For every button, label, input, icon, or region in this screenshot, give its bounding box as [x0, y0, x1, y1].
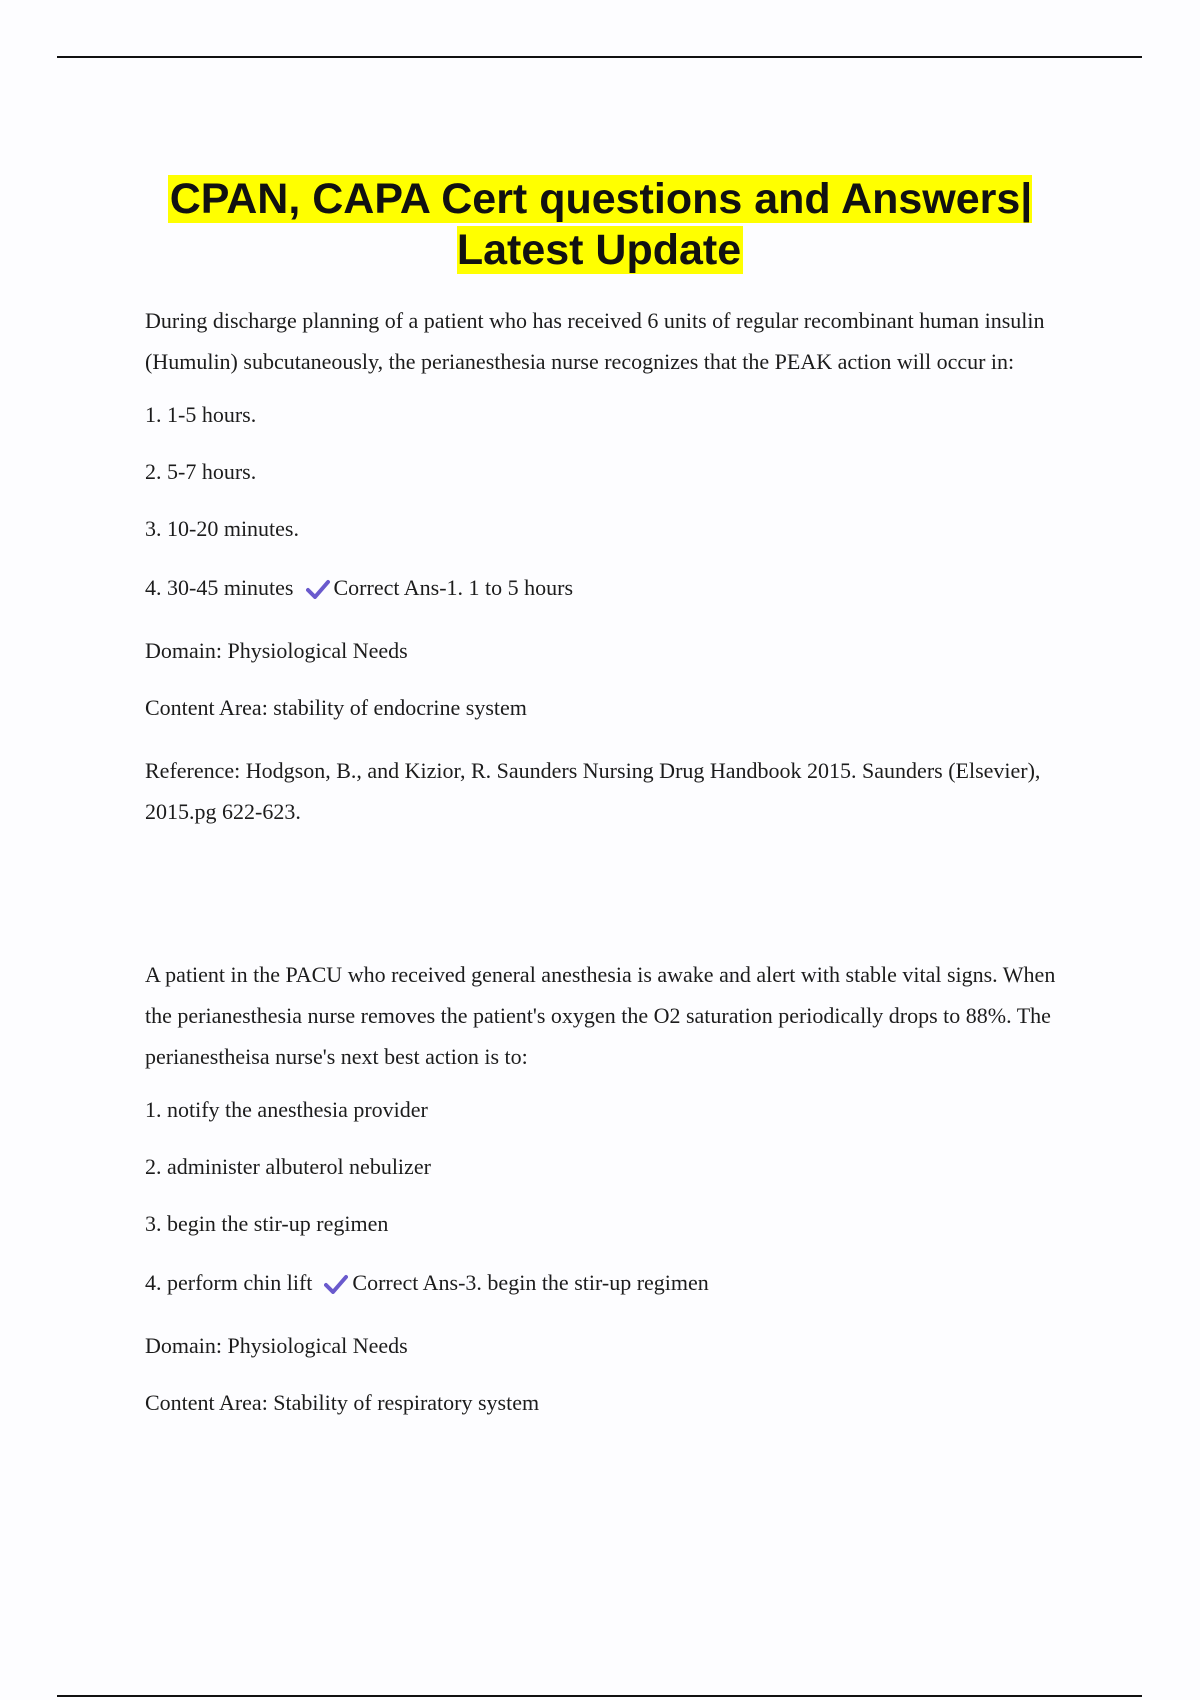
option-2: 2. 5-7 hours. [145, 459, 257, 484]
reference: Reference: Hodgson, B., and Kizior, R. Saunders Nursing Drug Handbook 2015. Saunders (Elsevier), 2015.pg 622-623. [145, 758, 1041, 824]
option-3: 3. begin the stir-up regimen [145, 1211, 389, 1236]
bottom-divider [57, 1695, 1142, 1697]
option-4-with-answer [145, 573, 1085, 607]
domain: Domain: Physiological Needs [145, 1333, 408, 1358]
title-highlight: CPAN, CAPA Cert questions and Answers| Latest Update [169, 174, 1033, 274]
question-1 [145, 300, 1085, 832]
content-area: Content Area: stability of endocrine system [145, 695, 527, 720]
option-1: 1. 1-5 hours. [145, 402, 257, 427]
option-3: 3. 10-20 minutes. [145, 516, 299, 541]
option-4: 4. 30-45 minutes [145, 575, 294, 600]
question-stem: During discharge planning of a patient who has received 6 units of regular recombinant human insulin (Humulin) subcutaneously, the perianesthesia nurse recognizes that the PEAK action will occur in: [145, 308, 1045, 374]
content-area: Content Area: Stability of respiratory system [145, 1390, 540, 1415]
option-2: 2. administer albuterol nebulizer [145, 1154, 431, 1179]
question-2 [145, 954, 1085, 1445]
option-1: 1. notify the anesthesia provider [145, 1097, 428, 1122]
option-4-with-answer [145, 1268, 1085, 1302]
correct-answer: Correct Ans-1. 1 to 5 hours [333, 575, 574, 600]
question-stem: A patient in the PACU who received general anesthesia is awake and alert with stable vital signs. When the perianesthesia nurse removes the patient's oxygen the O2 saturation periodically drops to 88%. The perianestheisa nurse's next best action is to: [145, 962, 1056, 1069]
page-title [100, 174, 1100, 276]
domain: Domain: Physiological Needs [145, 638, 408, 663]
correct-answer: Correct Ans-3. begin the stir-up regimen [352, 1270, 709, 1295]
checkmark-icon [324, 1272, 348, 1302]
checkmark-icon [306, 577, 330, 607]
option-4: 4. perform chin lift [145, 1270, 313, 1295]
top-divider [57, 56, 1142, 58]
